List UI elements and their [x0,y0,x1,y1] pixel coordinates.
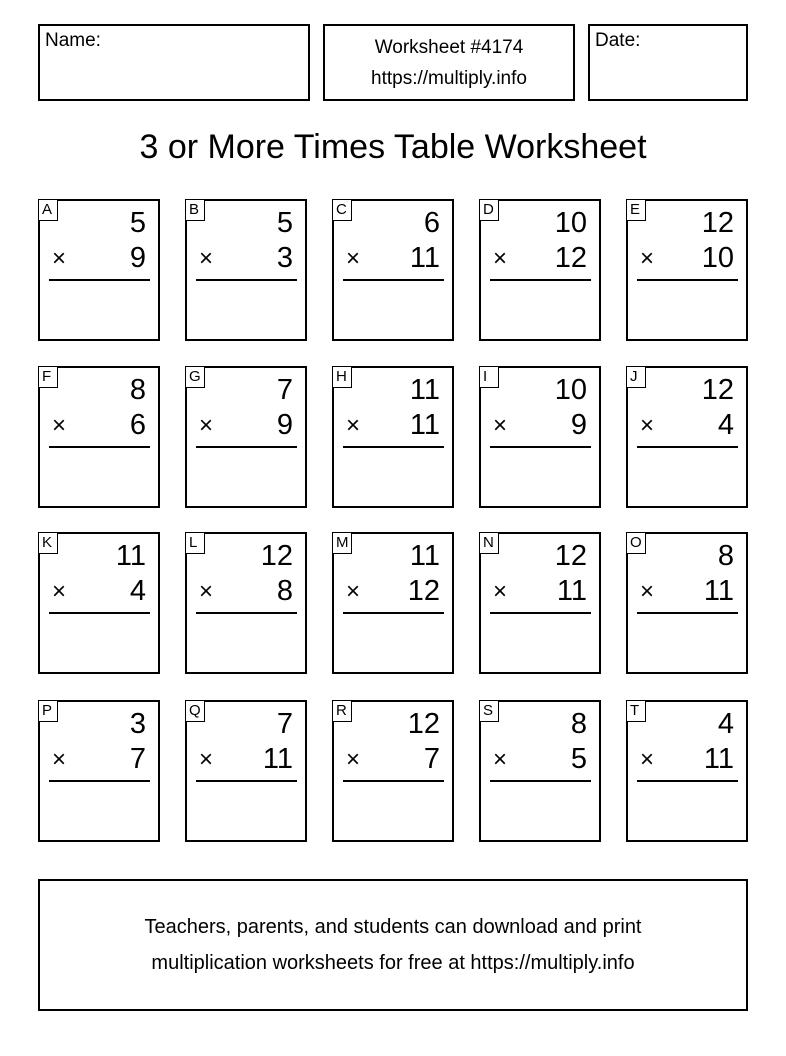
problem-label: O [626,532,646,554]
problem-card[interactable] [332,700,454,842]
footer-box [38,879,748,1011]
answer-line [490,279,591,281]
multiplier: 6 [129,409,146,441]
multiplier: 11 [556,575,587,607]
answer-line [196,780,297,782]
problem-label: G [185,366,205,388]
footer-line-2: multiplication worksheets for free at https://multiply.info [151,952,635,974]
times-sign: × [346,746,361,773]
times-sign: × [346,412,361,439]
problem-label: P [38,700,58,722]
problem-label: Q [185,700,205,722]
multiplier: 7 [129,743,146,775]
problem-card[interactable] [626,199,748,341]
problem-card[interactable] [185,700,307,842]
times-sign: × [52,746,67,773]
problem-card[interactable] [38,366,160,508]
worksheet-number: Worksheet #4174 [374,37,524,58]
problem-card[interactable] [38,700,160,842]
problem-card[interactable] [185,532,307,674]
multiplier: 9 [129,242,146,274]
multiplier: 11 [262,743,293,775]
problem-card[interactable] [38,532,160,674]
times-sign: × [640,245,655,272]
answer-line [637,612,738,614]
answer-line [343,780,444,782]
times-sign: × [493,412,508,439]
times-sign: × [493,746,508,773]
answer-line [196,279,297,281]
footer-line-1: Teachers, parents, and students can download and print [144,916,642,938]
multiplicand: 12 [260,540,293,572]
problem-label: T [626,700,646,722]
problem-card[interactable] [626,700,748,842]
multiplier: 9 [570,409,587,441]
date-box[interactable] [588,24,748,101]
worksheet-url[interactable]: https://multiply.info [371,68,527,89]
multiplier: 12 [407,575,440,607]
multiplicand: 12 [554,540,587,572]
times-sign: × [640,578,655,605]
multiplicand: 12 [701,207,734,239]
problem-card[interactable] [479,199,601,341]
times-sign: × [493,578,508,605]
multiplicand: 8 [570,708,587,740]
multiplicand: 3 [129,708,146,740]
times-sign: × [640,412,655,439]
problem-label: D [479,199,499,221]
answer-line [343,612,444,614]
multiplier: 11 [409,242,440,274]
problem-label: L [185,532,205,554]
multiplier: 9 [276,409,293,441]
multiplicand: 8 [717,540,734,572]
answer-line [49,279,150,281]
problem-card[interactable] [626,366,748,508]
answer-line [49,612,150,614]
answer-line [49,446,150,448]
times-sign: × [346,578,361,605]
multiplicand: 6 [423,207,440,239]
problem-label: E [626,199,646,221]
problem-label: H [332,366,352,388]
multiplicand: 5 [276,207,293,239]
worksheet-info-box [323,24,575,101]
problem-label: J [626,366,646,388]
multiplier: 4 [129,575,146,607]
problem-card[interactable] [479,366,601,508]
multiplicand: 10 [554,374,587,406]
multiplier: 3 [276,242,293,274]
problem-card[interactable] [185,199,307,341]
multiplicand: 11 [115,540,146,572]
name-label: Name: [45,30,101,51]
multiplicand: 7 [276,708,293,740]
answer-line [490,446,591,448]
multiplicand: 12 [407,708,440,740]
multiplier: 5 [570,743,587,775]
problem-label: M [332,532,352,554]
problem-label: R [332,700,352,722]
problem-card[interactable] [479,532,601,674]
answer-line [637,780,738,782]
multiplicand: 4 [717,708,734,740]
answer-line [196,612,297,614]
problem-card[interactable] [185,366,307,508]
problem-label: A [38,199,58,221]
multiplicand: 12 [701,374,734,406]
name-box[interactable] [38,24,310,101]
multiplicand: 7 [276,374,293,406]
multiplicand: 10 [554,207,587,239]
times-sign: × [640,746,655,773]
problem-card[interactable] [479,700,601,842]
times-sign: × [52,245,67,272]
problem-label: K [38,532,58,554]
problem-card[interactable] [38,199,160,341]
times-sign: × [52,578,67,605]
times-sign: × [199,412,214,439]
answer-line [49,780,150,782]
answer-line [490,780,591,782]
date-label: Date: [595,30,641,51]
multiplier: 12 [554,242,587,274]
times-sign: × [199,245,214,272]
page-title: 3 or More Times Table Worksheet [139,128,647,166]
problem-label: B [185,199,205,221]
times-sign: × [493,245,508,272]
problem-card[interactable] [626,532,748,674]
problem-label: I [479,366,499,388]
times-sign: × [52,412,67,439]
multiplier: 4 [717,409,734,441]
problem-label: F [38,366,58,388]
times-sign: × [199,746,214,773]
problem-card[interactable] [332,366,454,508]
problem-card[interactable] [332,199,454,341]
problem-label: N [479,532,499,554]
problem-label: C [332,199,352,221]
multiplier: 8 [276,575,293,607]
multiplier: 7 [423,743,440,775]
multiplier: 11 [409,409,440,441]
answer-line [196,446,297,448]
times-sign: × [199,578,214,605]
answer-line [343,446,444,448]
answer-line [490,612,591,614]
multiplicand: 8 [129,374,146,406]
times-sign: × [346,245,361,272]
answer-line [637,279,738,281]
multiplier: 11 [703,743,734,775]
problem-label: S [479,700,499,722]
multiplicand: 11 [409,540,440,572]
problem-card[interactable] [332,532,454,674]
answer-line [343,279,444,281]
answer-line [637,446,738,448]
multiplicand: 5 [129,207,146,239]
multiplier: 11 [703,575,734,607]
multiplicand: 11 [409,374,440,406]
multiplier: 10 [701,242,734,274]
